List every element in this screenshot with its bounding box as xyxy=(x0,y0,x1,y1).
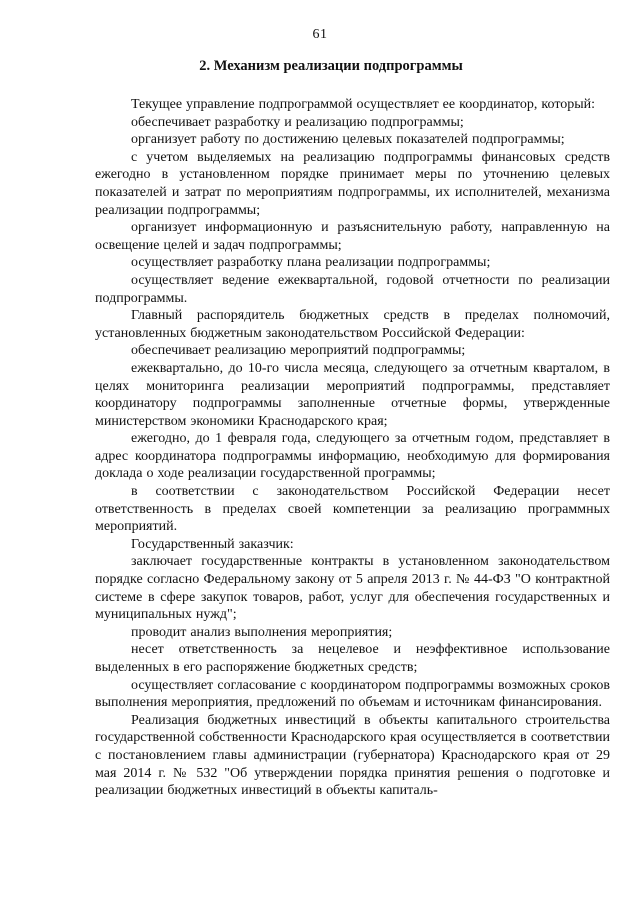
paragraph: осуществляет согласование с координатором подпрограммы возможных сроков выполнения мероприятия, предложений по объемам и источникам финансирования. xyxy=(95,677,610,711)
paragraph: заключает государственные контракты в установленном законодательством порядке согласно Федеральному закону от 5 апреля 2013 г. № 44-ФЗ "О контрактной системе в сфере закупок товаров, работ, услуг для обеспечения государственных и муниципальных нужд"; xyxy=(95,554,610,623)
paragraph: организует работу по достижению целевых показателей подпрограммы; xyxy=(131,132,565,148)
paragraph: осуществляет разработку плана реализации подпрограммы; xyxy=(131,255,491,271)
paragraph: обеспечивает разработку и реализацию подпрограммы; xyxy=(131,114,464,130)
paragraph: Реализация бюджетных инвестиций в объекты капитального строительства государственной собственности Краснодарского края осуществляется в соответствии с постановлением главы администрации (губернатора) Краснодарского края от 29 мая 2014 г. № 532 "Об утверждении порядка принятия решения о подготовке и реализации бюджетных инвестиций в объекты капиталь- xyxy=(95,712,610,799)
paragraph: проводит анализ выполнения мероприятия; xyxy=(131,624,393,640)
page-number: 61 xyxy=(312,27,328,42)
paragraph: Текущее управление подпрограммой осуществляет ее координатор, который: xyxy=(131,97,596,112)
paragraph: осуществляет ведение ежеквартальной, годовой отчетности по реализации подпрограммы. xyxy=(95,272,610,306)
body-text xyxy=(95,96,610,800)
paragraph: в соответствии с законодательством Российской Федерации несет ответственность в пределах своей компетенции за реализацию программных мероприятий. xyxy=(95,484,610,535)
paragraph: несет ответственность за нецелевое и неэффективное использование выделенных в его распоряжение бюджетных средств; xyxy=(95,642,610,675)
paragraph: организует информационную и разъяснительную работу, направленную на освещение целей и задач подпрограммы; xyxy=(95,220,610,253)
paragraph: ежеквартально, до 10-го числа месяца, следующего за отчетным кварталом, в целях мониторинга реализации мероприятий подпрограммы, представляет координатору подпрограммы заполненные отчетные формы, утвержденные министерством экономики Краснодарского края; xyxy=(95,360,610,429)
paragraph: Государственный заказчик: xyxy=(131,536,294,552)
paragraph: с учетом выделяемых на реализацию подпрограммы финансовых средств ежегодно в установленном порядке принимает меры по уточнению целевых показателей и затрат по мероприятиям подпрограммы, их исполнителей, механизма реализации подпрограммы; xyxy=(95,149,610,218)
section-title: 2. Механизм реализации подпрограммы xyxy=(199,58,463,74)
paragraph: обеспечивает реализацию мероприятий подпрограммы; xyxy=(131,343,466,359)
paragraph: ежегодно, до 1 февраля года, следующего за отчетным годом, представляет в адрес координатора подпрограммы информацию, необходимую для формирования доклада о ходе реализации государственной программы; xyxy=(95,431,610,482)
paragraph: Главный распорядитель бюджетных средств в пределах полномочий, установленных бюджетным законодательством Российской Федерации: xyxy=(95,308,610,341)
